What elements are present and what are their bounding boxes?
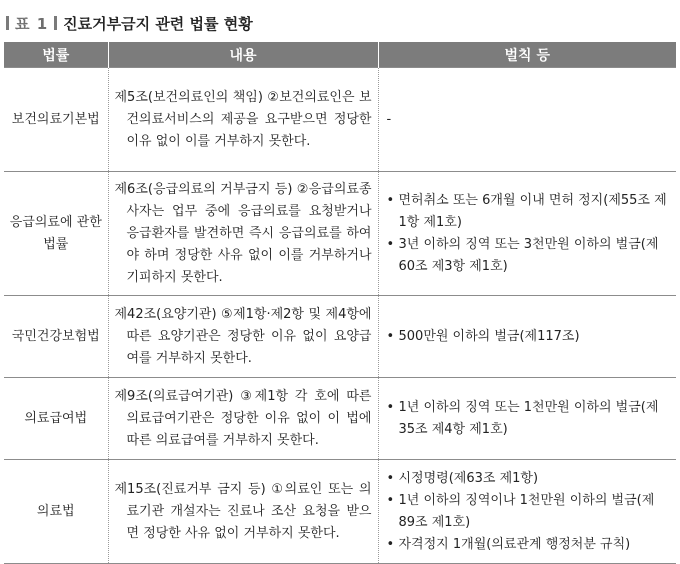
penalty-cell xyxy=(378,378,676,460)
header-row xyxy=(4,42,676,68)
law-name: 응급의료에 관한 법률 xyxy=(4,172,108,296)
penalty-cell xyxy=(378,296,676,378)
law-name: 의료법 xyxy=(4,460,108,564)
penalty-item: • 500만원 이하의 벌금(제117조) xyxy=(385,326,671,348)
caption-bar-right xyxy=(54,16,57,30)
penalty-item: • 자격정지 1개월(의료관계 행정처분 규칙) xyxy=(385,534,671,556)
law-content xyxy=(108,378,378,460)
law-name: 보건의료기본법 xyxy=(4,68,108,172)
header-law: 법률 xyxy=(4,42,108,68)
penalty-list xyxy=(385,326,671,348)
penalty-cell xyxy=(378,460,676,564)
law-content xyxy=(108,296,378,378)
caption-bar-left xyxy=(6,16,9,30)
penalty-item: • 면허취소 또는 6개월 이내 면허 정지(제55조 제1항 제1호) xyxy=(385,190,671,234)
caption-title: 진료거부금지 관련 법률 현황 xyxy=(63,14,253,33)
penalty-item: • 1년 이하의 징역 또는 1천만원 이하의 벌금(제35조 제4항 제1호) xyxy=(385,397,671,441)
law-table xyxy=(4,42,676,564)
content-text: 제6조(응급의료의 거부금지 등) ②응급의료종사자는 업무 중에 응급의료를 요청받거나 응급환자를 발견하면 즉시 응급의료를 하여야 하며 정당한 사유 없이 이를 거부하거나 기피하지 못한다. xyxy=(114,181,372,285)
header-content: 내용 xyxy=(108,42,378,68)
penalty-list xyxy=(385,468,671,556)
law-content xyxy=(108,172,378,296)
penalty-cell xyxy=(378,172,676,296)
table-row xyxy=(4,68,676,172)
penalty-cell xyxy=(378,68,676,172)
header-penalty: 벌칙 등 xyxy=(378,42,676,68)
content-text: 제15조(진료거부 금지 등) ①의료인 또는 의료기관 개설자는 진료나 조산 요청을 받으면 정당한 사유 없이 거부하지 못한다. xyxy=(114,481,372,541)
penalty-list xyxy=(385,190,671,278)
penalty-none: - xyxy=(386,111,392,127)
law-name: 의료급여법 xyxy=(4,378,108,460)
content-text: 제9조(의료급여기관) ③제1항 각 호에 따른 의료급여기관은 정당한 이유 없이 이 법에 따른 의료급여를 거부하지 못한다. xyxy=(114,388,372,448)
penalty-item: • 1년 이하의 징역이나 1천만원 이하의 벌금(제89조 제1호) xyxy=(385,490,671,534)
penalty-list xyxy=(385,397,671,441)
penalty-item: • 시정명령(제63조 제1항) xyxy=(385,468,671,490)
law-content xyxy=(108,68,378,172)
table-row xyxy=(4,378,676,460)
law-content xyxy=(108,460,378,564)
table-row xyxy=(4,172,676,296)
table-caption xyxy=(6,12,253,34)
law-name: 국민건강보험법 xyxy=(4,296,108,378)
penalty-item: • 3년 이하의 징역 또는 3천만원 이하의 벌금(제60조 제3항 제1호) xyxy=(385,234,671,278)
table-row xyxy=(4,296,676,378)
content-text: 제42조(요양기관) ⑤제1항·제2항 및 제4항에 따른 요양기관은 정당한 이유 없이 요양급여를 거부하지 못한다. xyxy=(114,306,372,366)
table-row xyxy=(4,460,676,564)
content-text: 제5조(보건의료인의 책임) ②보건의료인은 보건의료서비스의 제공을 요구받으면 정당한 이유 없이 이를 거부하지 못한다. xyxy=(114,89,372,149)
caption-label: 표 1 xyxy=(15,14,49,33)
